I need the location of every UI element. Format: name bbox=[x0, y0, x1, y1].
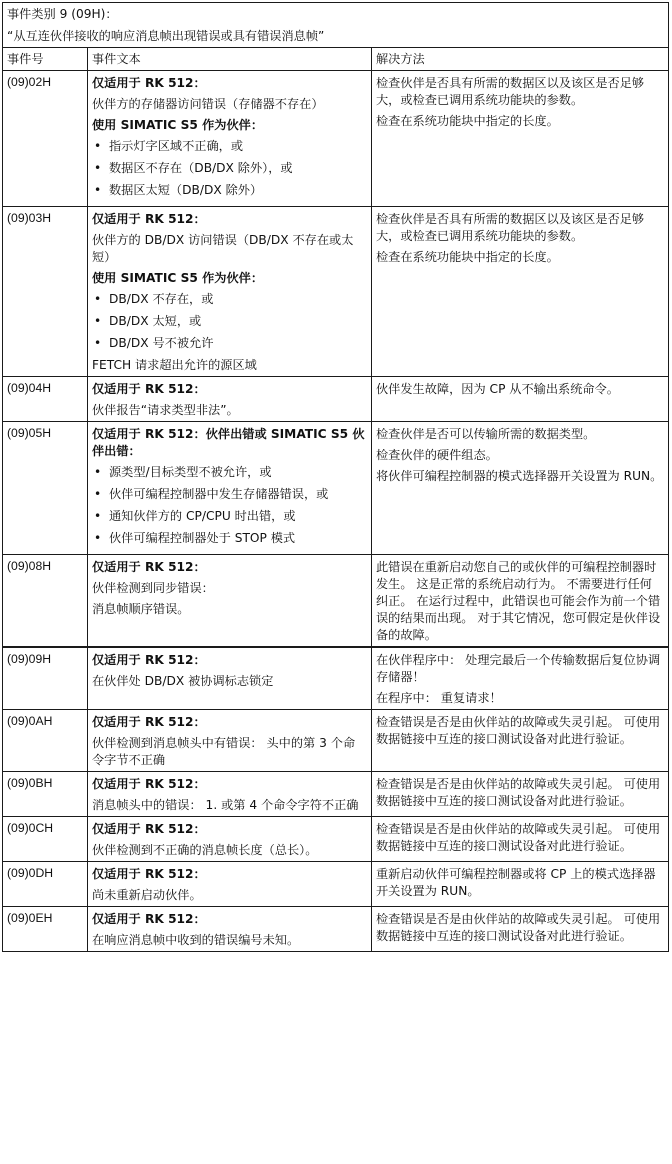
event-number: (09)0BH bbox=[3, 772, 88, 817]
event-text-line: 消息帧头中的错误： 1. 或第 4 个命令字符不正确 bbox=[92, 798, 359, 812]
event-table-body bbox=[3, 3, 669, 952]
event-text-line: 在伙伴处 DB/DX 被协调标志锁定 bbox=[92, 674, 274, 688]
table-row bbox=[3, 862, 669, 907]
event-text-line: 在响应消息帧中收到的错误编号未知。 bbox=[92, 933, 300, 947]
event-text bbox=[88, 817, 372, 862]
event-text bbox=[88, 555, 372, 648]
solution-line: 此错误在重新启动您自己的或伙伴的可编程控制器时发生。 这是正常的系统启动行为。 不需要进行任何纠正。 在运行过程中，此错误也可能会作为前一个错误的结果而出现。 对于其它情况，您可假定是伙伴设备的故障。 bbox=[376, 560, 661, 642]
event-number: (09)0CH bbox=[3, 817, 88, 862]
event-text-heading: 仅适用于 RK 512： bbox=[92, 560, 206, 574]
solution-line: 检查伙伴是否可以传输所需的数据类型。 bbox=[376, 427, 596, 441]
bullet-item: • DB/DX 不存在，或 bbox=[92, 291, 367, 308]
event-text-line: 伙伴检测到同步错误： bbox=[92, 581, 214, 595]
event-text bbox=[88, 71, 372, 207]
bullet-item: • DB/DX 号不被允许 bbox=[92, 335, 367, 352]
table-row bbox=[3, 647, 669, 710]
table-subtitle-row bbox=[3, 25, 669, 48]
solution-line: 检查错误是否是由伙伴站的故障或失灵引起。 可使用数据链接中互连的接口测试设备对此进行验证。 bbox=[376, 777, 661, 808]
event-text bbox=[88, 422, 372, 555]
event-number: (09)03H bbox=[3, 207, 88, 377]
event-text-heading: 仅适用于 RK 512： bbox=[92, 212, 206, 226]
event-text-line: 伙伴方的 DB/DX 访问错误（DB/DX 不存在或太短） bbox=[92, 233, 354, 264]
table-row bbox=[3, 907, 669, 952]
solution bbox=[372, 71, 669, 207]
event-text-line: 伙伴报告“请求类型非法”。 bbox=[92, 403, 239, 417]
event-number: (09)05H bbox=[3, 422, 88, 555]
event-text-heading: 仅适用于 RK 512： bbox=[92, 867, 206, 881]
solution bbox=[372, 817, 669, 862]
solution-line: 检查错误是否是由伙伴站的故障或失灵引起。 可使用数据链接中互连的接口测试设备对此进行验证。 bbox=[376, 912, 661, 943]
event-category-subtitle: “从互连伙伴接收的响应消息帧出现错误或具有错误消息帧” bbox=[3, 25, 669, 48]
table-row bbox=[3, 817, 669, 862]
bullet-item: • 通知伙伴方的 CP/CPU 时出错，或 bbox=[92, 508, 367, 525]
event-text-line: 伙伴方的存储器访问错误（存储器不存在） bbox=[92, 97, 324, 111]
solution-line: 检查伙伴是否具有所需的数据区以及该区是否足够大，或检查已调用系统功能块的参数。 bbox=[376, 76, 645, 107]
event-category-title: 事件类别 9 (09H)： bbox=[3, 3, 669, 26]
bullet-list bbox=[92, 138, 367, 199]
solution bbox=[372, 422, 669, 555]
event-text-heading: 使用 SIMATIC S5 作为伙伴： bbox=[92, 118, 264, 132]
event-text-heading: 仅适用于 RK 512： bbox=[92, 715, 206, 729]
event-number: (09)0DH bbox=[3, 862, 88, 907]
table-header-row bbox=[3, 48, 669, 71]
event-text bbox=[88, 772, 372, 817]
event-number: (09)04H bbox=[3, 377, 88, 422]
event-text-line: 尚未重新启动伙伴。 bbox=[92, 888, 202, 902]
event-text-line: 伙伴检测到消息帧头中有错误： 头中的第 3 个命令字节不正确 bbox=[92, 736, 356, 767]
event-text-heading: 仅适用于 RK 512： bbox=[92, 777, 206, 791]
solution-line: 检查错误是否是由伙伴站的故障或失灵引起。 可使用数据链接中互连的接口测试设备对此进行验证。 bbox=[376, 715, 661, 746]
event-text-heading: 仅适用于 RK 512： bbox=[92, 76, 206, 90]
event-text-heading: 仅适用于 RK 512： bbox=[92, 653, 206, 667]
table-row bbox=[3, 422, 669, 555]
event-text bbox=[88, 862, 372, 907]
solution-line: 将伙伴可编程控制器的模式选择器开关设置为 RUN。 bbox=[376, 469, 663, 483]
bullet-item: • 伙伴可编程控制器处于 STOP 模式 bbox=[92, 530, 367, 547]
table-row bbox=[3, 710, 669, 772]
solution bbox=[372, 862, 669, 907]
column-header-event-text: 事件文本 bbox=[88, 48, 372, 71]
column-header-event-number: 事件号 bbox=[3, 48, 88, 71]
event-text bbox=[88, 710, 372, 772]
event-text-line: 伙伴检测到不正确的消息帧长度（总长）。 bbox=[92, 843, 318, 857]
solution bbox=[372, 710, 669, 772]
solution-line: 检查伙伴是否具有所需的数据区以及该区是否足够大，或检查已调用系统功能块的参数。 bbox=[376, 212, 645, 243]
solution-line: 检查在系统功能块中指定的长度。 bbox=[376, 250, 559, 264]
table-row bbox=[3, 207, 669, 377]
solution bbox=[372, 377, 669, 422]
bullet-item: • 伙伴可编程控制器中发生存储器错误，或 bbox=[92, 486, 367, 503]
event-text-heading: 仅适用于 RK 512： bbox=[92, 822, 206, 836]
event-text bbox=[88, 377, 372, 422]
event-number: (09)09H bbox=[3, 647, 88, 710]
event-text-line: FETCH 请求超出允许的源区域 bbox=[92, 358, 257, 372]
event-number: (09)02H bbox=[3, 71, 88, 207]
bullet-item: • 数据区不存在（DB/DX 除外），或 bbox=[92, 160, 367, 177]
bullet-item: • 指示灯字区域不正确，或 bbox=[92, 138, 367, 155]
event-text-heading: 使用 SIMATIC S5 作为伙伴： bbox=[92, 271, 264, 285]
solution-line: 在伙伴程序中： 处理完最后一个传输数据后复位协调存储器！ bbox=[376, 653, 661, 684]
solution-line: 重新启动伙伴可编程控制器或将 CP 上的模式选择器开关设置为 RUN。 bbox=[376, 867, 656, 898]
solution-line: 在程序中： 重复请求！ bbox=[376, 691, 502, 705]
solution-line: 检查伙伴的硬件组态。 bbox=[376, 448, 498, 462]
event-number: (09)0EH bbox=[3, 907, 88, 952]
table-row bbox=[3, 71, 669, 207]
event-number: (09)0AH bbox=[3, 710, 88, 772]
solution-line: 伙伴发生故障，因为 CP 从不输出系统命令。 bbox=[376, 382, 619, 396]
bullet-item: • 数据区太短（DB/DX 除外） bbox=[92, 182, 367, 199]
bullet-list bbox=[92, 464, 367, 547]
event-text bbox=[88, 647, 372, 710]
event-number: (09)08H bbox=[3, 555, 88, 648]
bullet-list bbox=[92, 291, 367, 352]
event-text-line: 消息帧顺序错误。 bbox=[92, 602, 190, 616]
table-row bbox=[3, 772, 669, 817]
bullet-item: • 源类型/目标类型不被允许，或 bbox=[92, 464, 367, 481]
solution-line: 检查错误是否是由伙伴站的故障或失灵引起。 可使用数据链接中互连的接口测试设备对此进行验证。 bbox=[376, 822, 661, 853]
solution-line: 检查在系统功能块中指定的长度。 bbox=[376, 114, 559, 128]
column-header-solution: 解决方法 bbox=[372, 48, 669, 71]
event-text-heading: 仅适用于 RK 512： bbox=[92, 912, 206, 926]
table-row bbox=[3, 555, 669, 648]
event-text bbox=[88, 207, 372, 377]
event-text-heading: 仅适用于 RK 512： bbox=[92, 382, 206, 396]
event-table bbox=[2, 2, 669, 952]
table-row bbox=[3, 377, 669, 422]
solution bbox=[372, 555, 669, 648]
event-text bbox=[88, 907, 372, 952]
solution bbox=[372, 647, 669, 710]
table-title-row bbox=[3, 3, 669, 26]
event-text-heading: 仅适用于 RK 512：伙伴出错或 SIMATIC S5 伙伴出错： bbox=[92, 427, 365, 458]
solution bbox=[372, 907, 669, 952]
solution bbox=[372, 207, 669, 377]
bullet-item: • DB/DX 太短，或 bbox=[92, 313, 367, 330]
solution bbox=[372, 772, 669, 817]
